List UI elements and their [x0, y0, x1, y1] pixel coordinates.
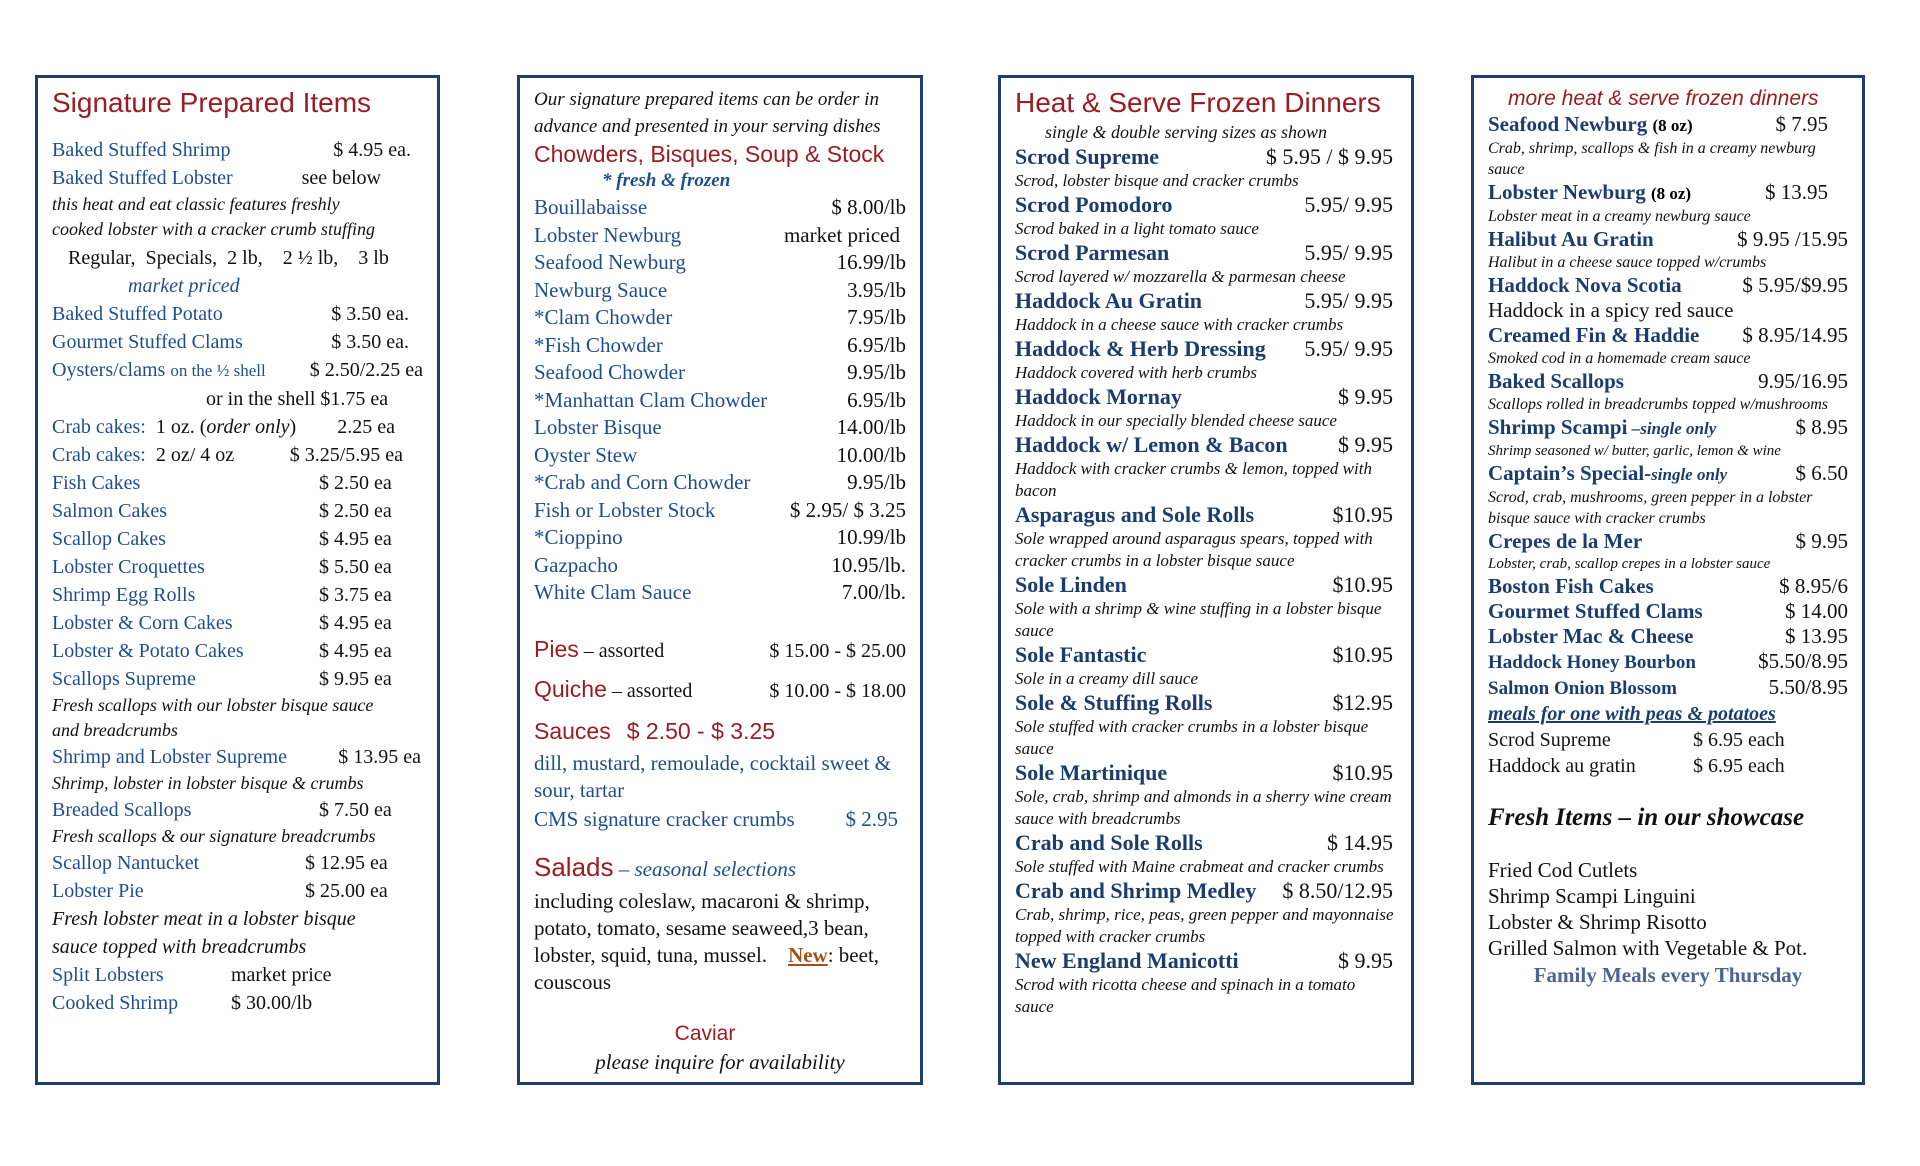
item-name: Crepes de la Mer: [1488, 529, 1643, 553]
item-desc: Haddock with cracker crumbs & lemon, topped with bacon: [1015, 459, 1372, 500]
item-name: Lobster Mac & Cheese: [1488, 624, 1694, 648]
item-name: Lobster Croquettes: [52, 556, 205, 578]
item-name: Halibut Au Gratin: [1488, 227, 1654, 251]
item-name: Seafood Newburg: [534, 250, 686, 274]
item-desc: Smoked cod in a homemade cream sauce: [1488, 350, 1751, 367]
item-desc: Haddock covered with herb crumbs: [1015, 363, 1258, 382]
sauces-desc: dill, mustard, remoulade, cocktail sweet & sour, tartar: [534, 750, 891, 802]
intro-line: Our signature prepared items can be order in: [534, 89, 879, 110]
item-price: $ 2.50/2.25 ea: [309, 359, 423, 381]
item-name: Crab cakes:: [52, 444, 146, 466]
salads-desc: [534, 888, 906, 996]
item-price: $5.50/8.95: [1758, 649, 1848, 673]
item-desc: Sole stuffed with Maine crabmeat and cracker crumbs: [1015, 857, 1384, 876]
item-price: 6.95/lb: [847, 332, 906, 357]
salads-note: – seasonal selections: [613, 856, 797, 881]
item-name: Lobster Newburg: [1488, 180, 1646, 204]
item-price: 14.00/lb: [836, 415, 906, 439]
item-name: New England Manicotti: [1015, 948, 1239, 973]
salads-title: Salads: [534, 851, 614, 882]
item-detail: 2 oz/ 4 oz: [155, 444, 235, 466]
panel3-subtitle: single & double serving sizes as shown: [1045, 122, 1327, 142]
item-name: Sole & Stuffing Rolls: [1015, 690, 1213, 715]
item-name: Shrimp Scampi: [1488, 415, 1628, 439]
frozen-dinner-item: [1015, 192, 1397, 218]
item-name: *Crab and Corn Chowder: [534, 470, 751, 494]
crumbs-name: CMS signature cracker crumbs: [534, 806, 795, 831]
item-price: 5.95/ 9.95: [1304, 192, 1393, 217]
frozen-dinner-item: [1015, 878, 1397, 904]
market-priced: market priced: [128, 275, 240, 297]
pies-title: Pies: [534, 635, 579, 662]
meal-price: $ 6.95 each: [1693, 729, 1785, 751]
item-name: Crab and Shrimp Medley: [1015, 878, 1257, 903]
item-name: Baked Stuffed Potato: [52, 303, 223, 325]
frozen-dinner-item: [1015, 572, 1397, 598]
item-price: $10.95: [1332, 760, 1393, 785]
item-name: *Cioppino: [534, 525, 623, 549]
chowders-title: Chowders, Bisques, Soup & Stock: [534, 141, 885, 167]
family-meals: Family Meals every Thursday: [1533, 963, 1803, 987]
item-desc: Shrimp, lobster in lobster bisque & crumbs: [52, 773, 364, 793]
item-desc: and breadcrumbs: [52, 720, 178, 740]
item-desc: Sole in a creamy dill sauce: [1015, 669, 1199, 688]
item-desc: Fresh scallops with our lobster bisque sauce: [52, 695, 374, 715]
item-name: Shrimp Egg Rolls: [52, 584, 196, 606]
panel-signature-prepared: [35, 75, 440, 1085]
panel1-title: Signature Prepared Items: [52, 87, 372, 118]
item-desc: Crab, shrimp, scallops & fish in a creamy newburg sauce: [1488, 140, 1816, 178]
quiche-price: $ 10.00 - $ 18.00: [769, 679, 906, 702]
frozen-dinner-item: [1015, 384, 1397, 410]
item-name: Oyster Stew: [534, 442, 638, 467]
item-price: 2.25 ea: [337, 416, 395, 438]
item-name: Lobster & Potato Cakes: [52, 640, 244, 662]
panel4-title: more heat & serve frozen dinners: [1508, 87, 1819, 110]
item-price: $ 6.50: [1795, 461, 1848, 485]
item-price: $ 14.00: [1785, 599, 1848, 623]
pies-note: – assorted: [578, 639, 665, 662]
crumbs-price: $ 2.95: [845, 806, 898, 831]
frozen-dinner-item: [1015, 288, 1397, 314]
lobster-sizes: Regular, Specials, 2 lb, 2 ½ lb, 3 lb: [68, 247, 389, 269]
item-desc: Crab, shrimp, rice, peas, green pepper and mayonnaise topped with cracker crumbs: [1015, 905, 1394, 946]
item-name: Bouillabaisse: [534, 195, 648, 219]
item-price: $ 4.95 ea: [319, 612, 392, 634]
item-detail: ): [289, 416, 297, 438]
item-price: $ 14.95: [1327, 830, 1393, 855]
item-name: Breaded Scallops: [52, 799, 192, 821]
item-desc: Lobster meat in a creamy newburg sauce: [1488, 208, 1751, 225]
item-price: 10.95/lb.: [831, 552, 906, 577]
item-name: Creamed Fin & Haddie: [1488, 323, 1700, 347]
fresh-frozen-note: * fresh & frozen: [602, 170, 731, 191]
item-name: Shrimp and Lobster Supreme: [52, 746, 287, 768]
sauces-title: Sauces: [534, 717, 611, 744]
fresh-item: Grilled Salmon with Vegetable & Pot.: [1488, 936, 1808, 960]
item-price: 5.95/ 9.95: [1304, 336, 1393, 361]
item-price: $ 12.95 ea: [305, 852, 388, 874]
item-name: Fish or Lobster Stock: [534, 497, 716, 522]
item-name: Haddock Honey Bourbon: [1488, 652, 1696, 673]
item-price: 10.99/lb: [836, 525, 906, 549]
item-name: Haddock Nova Scotia: [1488, 273, 1682, 297]
item-name: Crab and Sole Rolls: [1015, 830, 1203, 855]
item-desc: Fresh lobster meat in a lobster bisque: [52, 908, 356, 930]
frozen-dinner-item: [1015, 830, 1397, 856]
item-desc: Sole with a shrimp & wine stuffing in a lobster bisque sauce: [1015, 599, 1382, 640]
item-desc: Scrod, lobster bisque and cracker crumbs: [1015, 171, 1299, 190]
item-price: $10.95: [1332, 572, 1393, 597]
item-name: Boston Fish Cakes: [1488, 574, 1654, 598]
item-name: Gourmet Stuffed Clams: [52, 331, 243, 353]
item-name: Lobster Bisque: [534, 415, 662, 439]
item-price: $ 9.95: [1338, 432, 1393, 457]
item-desc: Scallops rolled in breadcrumbs topped w/mushrooms: [1488, 396, 1828, 413]
item-price: $ 13.95: [1765, 180, 1828, 204]
caviar-note: please inquire for availability: [595, 1049, 845, 1074]
item-desc: Halibut in a cheese sauce topped w/crumbs: [1488, 254, 1767, 271]
item-price: $ 5.95/$9.95: [1742, 273, 1848, 297]
meal-name: Scrod Supreme: [1488, 729, 1611, 751]
item-price: 6.95/lb: [847, 387, 906, 412]
item-name: Haddock & Herb Dressing: [1015, 336, 1266, 361]
item-name: Cooked Shrimp: [52, 992, 179, 1014]
item-name: Split Lobsters: [52, 964, 164, 986]
new-label: New: [788, 942, 828, 967]
frozen-dinner-item: [1015, 336, 1397, 362]
item-price: $ 8.95: [1795, 415, 1848, 439]
item-desc: Haddock in a cheese sauce with cracker crumbs: [1015, 315, 1344, 334]
item-price: $12.95: [1332, 690, 1393, 715]
item-desc: Scrod, crab, mushrooms, green pepper in a lobster bisque sauce with cracker crumbs: [1488, 489, 1813, 527]
item-price: $ 8.95/6: [1779, 574, 1848, 598]
item-name: Baked Stuffed Shrimp: [52, 139, 231, 161]
item-price: $10.95: [1332, 502, 1393, 527]
panel3-title: Heat & Serve Frozen Dinners: [1015, 87, 1381, 118]
item-desc: this heat and eat classic features freshly: [52, 194, 340, 214]
item-price: $ 3.50 ea.: [331, 331, 409, 353]
item-desc: cooked lobster with a cracker crumb stuffing: [52, 219, 375, 239]
pies-price: $ 15.00 - $ 25.00: [769, 639, 906, 662]
quiche-title: Quiche: [534, 675, 607, 702]
fresh-item: Fried Cod Cutlets: [1488, 858, 1638, 882]
item-price: $ 4.95 ea: [319, 528, 392, 550]
item-desc: Sole stuffed with cracker crumbs in a lobster bisque sauce: [1015, 717, 1369, 758]
item-name: Scallop Cakes: [52, 528, 166, 550]
item-price: $ 2.50 ea: [319, 472, 392, 494]
item-tag: single only: [1651, 465, 1728, 484]
item-name: Scallops Supreme: [52, 668, 196, 690]
item-desc: Fresh scallops & our signature breadcrumbs: [52, 826, 376, 846]
item-price: $ 3.75 ea: [319, 584, 392, 606]
item-name: Seafood Chowder: [534, 360, 686, 384]
item-size: (8 oz): [1652, 116, 1693, 135]
item-price: $ 3.25/5.95 ea: [289, 444, 403, 466]
item-price: 9.95/lb: [847, 360, 906, 384]
item-price: market priced: [783, 222, 900, 247]
frozen-dinner-item: [1015, 690, 1397, 716]
item-price: $ 9.95: [1338, 948, 1393, 973]
item-desc: Scrod baked in a light tomato sauce: [1015, 219, 1259, 238]
item-name: Baked Stuffed Lobster: [52, 167, 233, 189]
item-desc: Lobster, crab, scallop crepes in a lobster sauce: [1488, 556, 1771, 572]
item-tag: –single only: [1627, 419, 1717, 438]
item-price: $ 4.95 ea: [319, 640, 392, 662]
item-price: $ 7.50 ea: [319, 799, 392, 821]
item-price: $ 8.95/14.95: [1742, 323, 1848, 347]
item-price: $ 8.50/12.95: [1282, 878, 1393, 903]
item-name: Salmon Cakes: [52, 500, 167, 522]
intro-line: advance and presented in your serving dishes: [534, 116, 881, 137]
item-name: Captain’s Special-: [1488, 461, 1652, 485]
item-price: 5.50/8.95: [1768, 675, 1848, 699]
item-detail: 1 oz. (: [155, 416, 207, 438]
item-price: $ 7.95: [1775, 112, 1828, 136]
meal-name: Haddock au gratin: [1488, 755, 1636, 777]
fresh-item: Lobster & Shrimp Risotto: [1488, 910, 1707, 934]
frozen-dinner-item: [1015, 760, 1397, 786]
item-price: 5.95/ 9.95: [1304, 288, 1393, 313]
item-name: Sole Martinique: [1015, 760, 1168, 785]
item-price: 9.95/16.95: [1758, 369, 1848, 393]
item-name: Baked Scallops: [1488, 369, 1624, 393]
item-desc: Haddock in a spicy red sauce: [1488, 298, 1734, 322]
frozen-dinner-item: [1015, 642, 1397, 668]
item-price: $ 9.95 ea: [319, 668, 392, 690]
item-name: *Fish Chowder: [534, 332, 663, 357]
item-desc: Scrod with ricotta cheese and spinach in a tomato sauce: [1015, 975, 1356, 1016]
item-desc: Scrod layered w/ mozzarella & parmesan cheese: [1015, 267, 1346, 286]
meals-title: meals for one with peas & potatoes: [1488, 703, 1776, 725]
item-name: Lobster Pie: [52, 880, 144, 902]
caviar-title: Caviar: [674, 1021, 736, 1045]
fresh-items-title: Fresh Items – in our showcase: [1488, 804, 1805, 831]
item-price: $ 13.95: [1785, 624, 1848, 648]
item-name: *Manhattan Clam Chowder: [534, 387, 768, 412]
frozen-dinner-item: [1015, 240, 1397, 266]
item-name: Lobster Newburg: [534, 222, 682, 247]
item-name: Scallop Nantucket: [52, 852, 200, 874]
fresh-item: Shrimp Scampi Linguini: [1488, 884, 1696, 908]
item-name: Oysters/clams: [52, 359, 166, 381]
item-name: Haddock w/ Lemon & Bacon: [1015, 432, 1288, 457]
frozen-dinner-item: [1015, 144, 1397, 170]
quiche-note: – assorted: [606, 679, 693, 702]
item-name: Lobster & Corn Cakes: [52, 612, 233, 634]
item-name: Gazpacho: [534, 552, 618, 577]
item-name: Asparagus and Sole Rolls: [1015, 502, 1255, 527]
frozen-dinner-item: [1015, 502, 1397, 528]
item-price: $ 5.95 / $ 9.95: [1265, 144, 1393, 169]
item-price: $ 13.95 ea: [338, 746, 421, 768]
item-name: Sole Linden: [1015, 572, 1127, 597]
item-price: $10.95: [1332, 642, 1393, 667]
item-price: $ 5.50 ea: [319, 556, 392, 578]
item-price: $ 8.00/lb: [831, 195, 906, 219]
salads-desc-text: including coleslaw, macaroni & shrimp, potato, tomato, sesame seaweed,3 bean, lobster, squid, tuna, mussel.: [534, 888, 870, 967]
item-desc: Sole wrapped around asparagus spears, topped with cracker crumbs in a lobster bisque sauce: [1015, 529, 1373, 570]
item-name: Haddock Au Gratin: [1015, 288, 1203, 313]
item-name: White Clam Sauce: [534, 580, 692, 604]
item-price: $ 9.95 /15.95: [1737, 227, 1848, 251]
chowder-list: [534, 194, 906, 607]
item-price: $ 30.00/lb: [231, 992, 313, 1014]
item-detail: order only: [206, 416, 290, 438]
item-name: Scrod Pomodoro: [1015, 192, 1173, 217]
item-name: Gourmet Stuffed Clams: [1488, 599, 1703, 623]
item-name: Seafood Newburg: [1488, 112, 1648, 136]
item-price: 3.95/lb: [847, 277, 906, 302]
panel-heat-serve: [998, 75, 1414, 1085]
item-price: $ 25.00 ea: [305, 880, 388, 902]
item-price: 7.00/lb.: [841, 580, 906, 604]
meal-price: $ 6.95 each: [1693, 755, 1785, 777]
item-price: $ 4.95 ea.: [333, 139, 411, 161]
item-desc: sauce topped with breadcrumbs: [52, 936, 307, 958]
item-name: Haddock Mornay: [1015, 384, 1182, 409]
oysters-shell: or in the shell $1.75 ea: [206, 388, 389, 410]
panel-more-heat-serve: [1471, 75, 1865, 1085]
item-price: $ 2.50 ea: [319, 500, 392, 522]
item-price: 7.95/lb: [847, 305, 906, 329]
item-desc: Shrimp seasoned w/ butter, garlic, lemon & wine: [1488, 443, 1781, 459]
item-name: Crab cakes:: [52, 416, 146, 438]
item-price: 5.95/ 9.95: [1304, 240, 1393, 265]
panel-chowders-soups: [517, 75, 923, 1085]
item-name: Newburg Sauce: [534, 277, 668, 302]
item-name: Scrod Supreme: [1015, 144, 1160, 169]
item-price: 16.99/lb: [836, 250, 906, 274]
item-size: (8 oz): [1650, 184, 1692, 203]
item-name: Scrod Parmesan: [1015, 240, 1170, 265]
frozen-dinner-item: [1015, 948, 1397, 974]
item-name: *Clam Chowder: [534, 305, 673, 329]
item-price: 9.95/lb: [847, 470, 906, 494]
item-desc: Sole, crab, shrimp and almonds in a sherry wine cream sauce with breadcrumbs: [1015, 787, 1392, 828]
item-name: Fish Cakes: [52, 472, 141, 494]
new-items: : beet, couscous: [534, 942, 880, 994]
item-price: 10.00/lb: [836, 442, 906, 467]
item-price: $ 9.95: [1338, 384, 1393, 409]
frozen-dinner-item: [1015, 432, 1397, 458]
item-price: $ 9.95: [1795, 529, 1848, 553]
item-note: on the ½ shell: [170, 361, 266, 380]
frozen-dinner-list: [1015, 144, 1397, 1018]
item-price: see below: [301, 167, 381, 189]
item-name: Salmon Onion Blossom: [1488, 678, 1677, 699]
item-desc: Haddock in our specially blended cheese sauce: [1015, 411, 1337, 430]
item-price: $ 3.50 ea.: [331, 303, 409, 325]
sauces-price: $ 2.50 - $ 3.25: [626, 717, 776, 744]
item-name: Sole Fantastic: [1015, 642, 1147, 667]
item-price: market price: [231, 964, 332, 986]
item-price: $ 2.95/ $ 3.25: [789, 497, 906, 522]
